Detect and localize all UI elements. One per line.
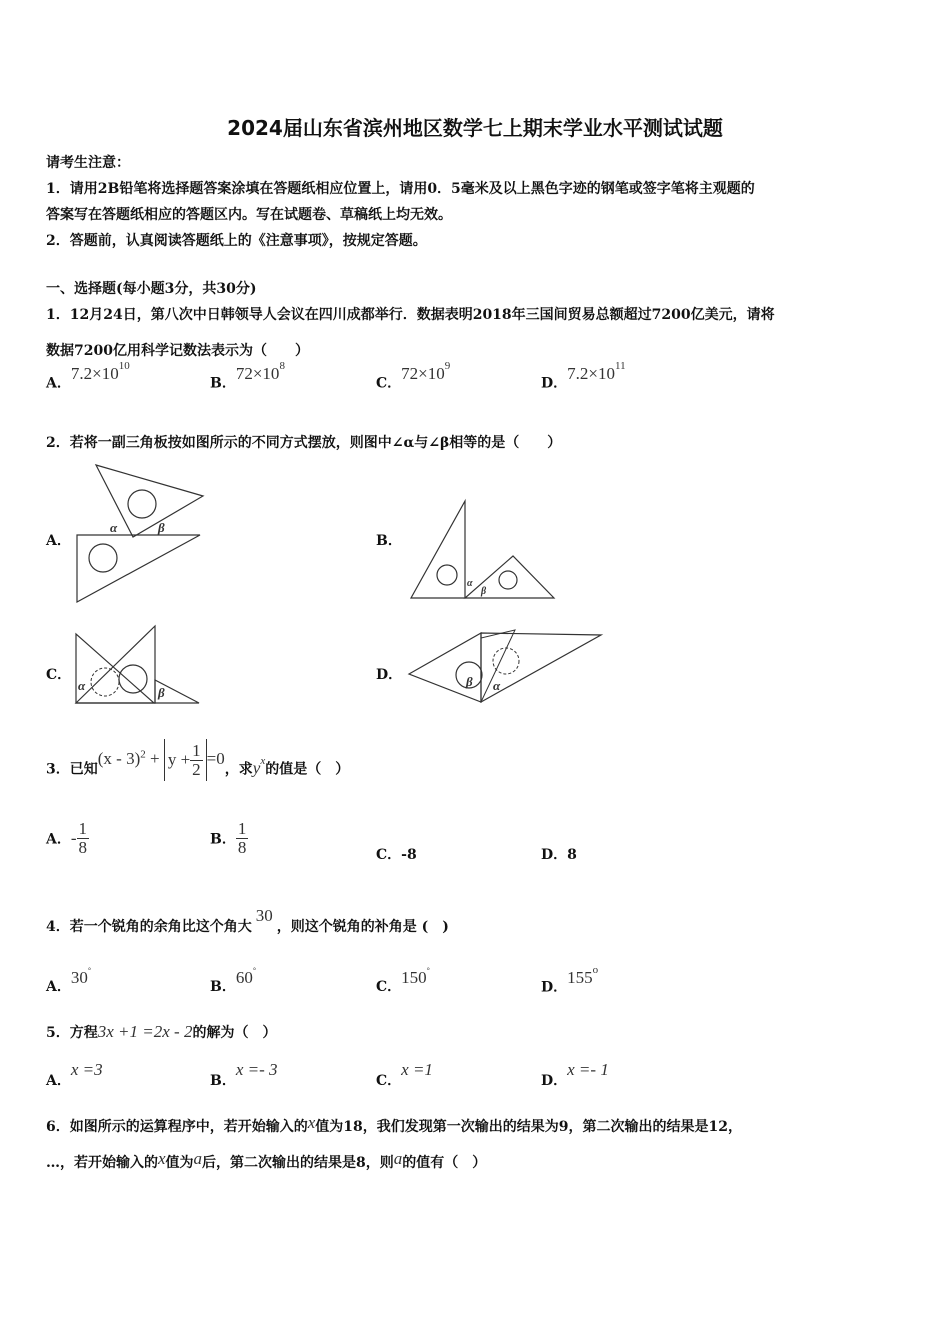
q2-option-c-label[interactable]: C． xyxy=(46,667,72,683)
svg-text:α: α xyxy=(493,678,501,693)
section-heading: 一、选择题(每小题3分，共30分) xyxy=(46,281,257,297)
q6-stem-line-2: …，若开始输入的x值为a后，第二次输出的结果是8，则a的值有（ ） xyxy=(46,1149,487,1171)
q1-stem-line-1: 1．12月24日，第八次中日韩领导人会议在四川成都举行．数据表明2018年三国间贸易总额超过7200亿美元，请将 xyxy=(46,307,775,323)
q3-stem: 3．已知(x - 3)$^2$ + y + $\frac{1}{2}$ =0，求$y^x$的值是（ ） xyxy=(46,744,349,784)
q2-figure-c xyxy=(72,624,202,706)
q1-option-c[interactable]: C．$72\times 10^9$ xyxy=(376,360,451,392)
q4-stem: 4．若一个锐角的余角比这个角大30，则这个锐角的补角是 ( ) xyxy=(46,906,449,935)
q3-option-c[interactable]: C．-8 xyxy=(376,847,417,863)
q5-option-a[interactable]: A．x =3 xyxy=(46,1060,103,1089)
q2-figure-b xyxy=(408,498,560,604)
beta-label: β xyxy=(158,520,165,535)
q2-option-a-label[interactable]: A． xyxy=(46,533,71,549)
q5-option-b[interactable]: B．x =- 3 xyxy=(210,1060,278,1089)
q2-figure-a xyxy=(70,462,210,607)
q3-option-b[interactable]: B． $\frac{1}{8}$ xyxy=(210,819,247,857)
svg-text:β: β xyxy=(466,674,473,689)
q3-option-d[interactable]: D．8 xyxy=(541,847,577,863)
q4-option-a[interactable]: A．30° xyxy=(46,965,92,995)
q1-stem-line-2: 数据7200亿用科学记数法表示为（ ） xyxy=(46,343,309,359)
q6-stem-line-1: 6．如图所示的运算程序中，若开始输入的x值为18，我们发现第一次输出的结果为9，第二次输出的结果是12， xyxy=(46,1113,743,1135)
notice-line-2: 答案写在答题纸相应的答题区内。写在试题卷、草稿纸上均无效。 xyxy=(46,207,452,223)
svg-text:β: β xyxy=(158,685,165,700)
q2-stem: 2．若将一副三角板按如图所示的不同方式摆放，则图中∠α与∠β相等的是（ ） xyxy=(46,435,562,451)
q5-stem: 5．方程3x +1 =2x - 2的解为（ ） xyxy=(46,1022,277,1041)
notice-heading: 请考生注意： xyxy=(46,155,130,171)
q4-option-d[interactable]: D．155$^o$ xyxy=(541,964,599,996)
q1-option-d[interactable]: D．$7.2\times 10^{11}$ xyxy=(541,360,626,392)
svg-text:α: α xyxy=(467,578,473,589)
q2-option-d-label[interactable]: D． xyxy=(376,667,403,683)
q2-figure-d xyxy=(405,628,605,708)
q1-option-a[interactable]: A．$7.2\times 10^{10}$ xyxy=(46,360,130,392)
q1-option-b[interactable]: B．$72\times 10^8$ xyxy=(210,360,285,392)
page-title: 2024届山东省滨州地区数学七上期末学业水平测试试题 xyxy=(227,116,723,140)
svg-text:β: β xyxy=(481,586,487,597)
notice-line-3: 2．答题前，认真阅读答题纸上的《注意事项》，按规定答题。 xyxy=(46,233,427,249)
alpha-label: α xyxy=(110,520,118,535)
q5-option-d[interactable]: D．x =- 1 xyxy=(541,1060,609,1089)
q2-option-b-label[interactable]: B． xyxy=(376,533,402,549)
notice-line-1: 1．请用2B铅笔将选择题答案涂填在答题纸相应位置上，请用0．5毫米及以上黑色字迹的钢笔或签字笔将主观题的 xyxy=(46,181,755,197)
q4-option-b[interactable]: B．60° xyxy=(210,965,257,995)
q3-option-a[interactable]: A．- $\frac{1}{8}$ xyxy=(46,819,88,857)
q4-option-c[interactable]: C．150° xyxy=(376,965,430,995)
q5-option-c[interactable]: C．x =1 xyxy=(376,1060,433,1089)
svg-text:α: α xyxy=(78,678,86,693)
